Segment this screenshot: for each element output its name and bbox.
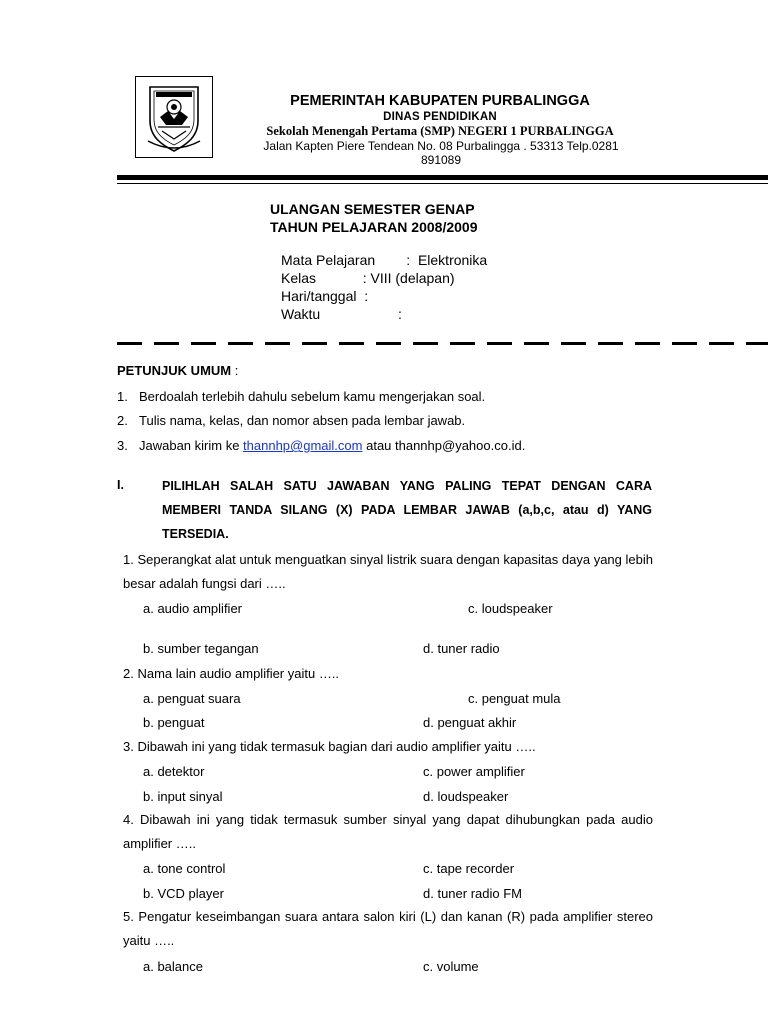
option-b: b. VCD player bbox=[143, 886, 224, 901]
option-c: c. power amplifier bbox=[423, 764, 525, 779]
section-instruction: PILIHLAH SALAH SATU JAWABAN YANG PALING TEPAT DENGAN CARA MEMBERI TANDA SILANG (X) PADA LEMBAR JAWAB (a,b,c, atau d) YANG TERSEDIA. bbox=[162, 479, 652, 541]
option-c: c. penguat mula bbox=[468, 691, 561, 706]
option-d: d. tuner radio bbox=[423, 641, 500, 656]
school-name: Sekolah Menengah Pertama (SMP) NEGERI 1 PURBALINGGA bbox=[266, 124, 614, 138]
office-title: DINAS PENDIDIKAN bbox=[383, 111, 497, 123]
option-b: b. input sinyal bbox=[143, 789, 223, 804]
option-a: a. audio amplifier bbox=[143, 601, 242, 616]
question-3: 3. Dibawah ini yang tidak termasuk bagian dari audio amplifier yaitu ….. bbox=[123, 739, 536, 754]
class-field: Kelas : VIII (delapan) bbox=[281, 270, 455, 286]
option-b: b. penguat bbox=[143, 715, 205, 730]
dashed-divider bbox=[117, 342, 768, 345]
question-1: 1. Seperangkat alat untuk menguatkan sinyal listrik suara dengan kapasitas daya yang lebih besar adalah fungsi dari ….. bbox=[123, 552, 653, 591]
gov-title: PEMERINTAH KABUPATEN PURBALINGGA bbox=[290, 93, 590, 109]
header-divider-thin bbox=[117, 183, 768, 184]
instructions-heading: PETUNJUK UMUM : bbox=[117, 363, 239, 378]
option-a: a. penguat suara bbox=[143, 691, 241, 706]
option-c: c. tape recorder bbox=[423, 861, 515, 876]
subject-field: Mata Pelajaran : Elektronika bbox=[281, 252, 488, 268]
date-field: Hari/tanggal : bbox=[281, 288, 369, 304]
school-logo-frame bbox=[135, 76, 213, 158]
section-number: I. bbox=[117, 478, 124, 492]
instruction-item: 3. Jawaban kirim ke thannhp@gmail.com atau thannhp@yahoo.co.id. bbox=[117, 438, 526, 453]
school-address: Jalan Kapten Piere Tendean No. 08 Purbalingga . 53313 Telp.0281 891089 bbox=[263, 139, 619, 167]
option-a: a. tone control bbox=[143, 861, 226, 876]
option-c: c. loudspeaker bbox=[468, 601, 553, 616]
option-d: d. loudspeaker bbox=[423, 789, 509, 804]
option-b: b. sumber tegangan bbox=[143, 641, 259, 656]
regency-emblem-icon bbox=[146, 81, 202, 153]
option-a: a. detektor bbox=[143, 764, 205, 779]
time-field: Waktu : bbox=[281, 306, 402, 322]
option-d: d. tuner radio FM bbox=[423, 886, 522, 901]
option-a: a. balance bbox=[143, 959, 203, 974]
instruction-item: 1. Berdoalah terlebih dahulu sebelum kamu mengerjakan soal. bbox=[117, 389, 486, 404]
header-divider-thick bbox=[117, 175, 768, 180]
option-d: d. penguat akhir bbox=[423, 715, 517, 730]
question-2: 2. Nama lain audio amplifier yaitu ….. bbox=[123, 666, 340, 681]
exam-year: TAHUN PELAJARAN 2008/2009 bbox=[270, 219, 478, 235]
question-5: 5. Pengatur keseimbangan suara antara salon kiri (L) dan kanan (R) pada amplifier stereo yaitu ….. bbox=[123, 909, 653, 948]
email-link[interactable]: thannhp@gmail.com bbox=[243, 438, 363, 453]
option-c: c. volume bbox=[423, 959, 479, 974]
question-4: 4. Dibawah ini yang tidak termasuk sumber sinyal yang dapat dihubungkan pada audio amplifier ….. bbox=[123, 812, 653, 851]
instruction-item: 2. Tulis nama, kelas, dan nomor absen pada lembar jawab. bbox=[117, 413, 466, 428]
exam-title: ULANGAN SEMESTER GENAP bbox=[270, 201, 475, 217]
